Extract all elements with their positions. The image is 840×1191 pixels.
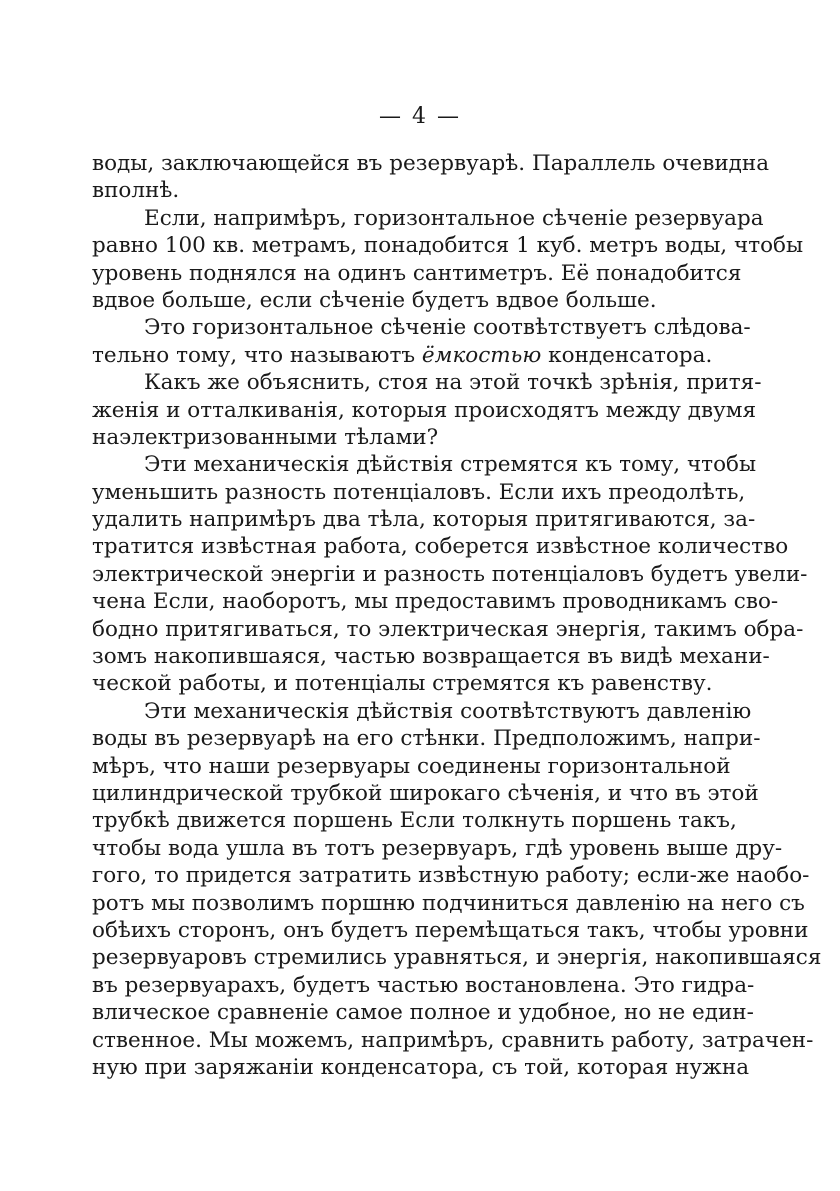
text-line: воды, заключающейся въ резервуарѣ. Параллель очевидна [92,151,770,176]
text-line: трубкѣ движется поршень Если толкнуть поршень такъ, [92,808,737,834]
text-line: влическое сравненіе самое полное и удобное, но не един- [92,1000,754,1026]
text-line: наэлектризованными тѣлами? [92,424,439,450]
text-fragment: конденсатора. [548,342,713,368]
paragraph [92,205,804,315]
text-line: Это горизонтальное сѣченіе соотвѣтствуетъ слѣдова- [144,315,751,341]
paragraph [92,314,751,369]
text-line: цилиндрической трубкой широкаго сѣченія, и что въ этой [92,780,759,806]
text-line: тратится извѣстная работа, соберется извѣстное количество [92,534,789,560]
paragraph [92,150,770,205]
body-text [92,150,822,1081]
text-line: мѣръ, что наши резервуары соединены горизонтальной [92,753,731,779]
text-line: гого, то придется затратить извѣстную работу; если-же наобо- [92,863,810,889]
text-line: зомъ накопившаяся, частью возвращается въ видѣ механи- [92,644,770,670]
text-fragment: тельно тому, что называютъ [92,342,416,368]
text-line: въ резервуарахъ, будетъ частью востановлена. Это гидра- [92,972,755,998]
text-line: чтобы вода ушла въ тотъ резервуаръ, гдѣ уровень выше дру- [92,835,783,861]
text-line: ственное. Мы можемъ, напримѣръ, сравнить работу, затрачен- [92,1027,814,1053]
text-line: воды въ резервуарѣ на его стѣнки. Предположимъ, напри- [92,726,761,752]
paragraph [92,698,822,1081]
page-number: — 4 — [379,104,461,129]
text-line: равно 100 кв. метрамъ, понадобится 1 куб. метръ воды, чтобы [92,233,804,259]
text-line: Эти механическія дѣйствія стремятся къ тому, чтобы [144,452,757,478]
text-line: бодно притягиваться, то электрическая энергія, такимъ обра- [92,616,804,642]
text-line: уменьшить разность потенціаловъ. Если ихъ преодолѣть, [92,479,746,505]
text-line: женія и отталкиванія, которыя происходятъ между двумя [92,397,757,423]
text-line: электрической энергіи и разность потенціаловъ будетъ увели- [92,561,808,587]
paragraph [92,451,808,698]
text-line: ческой работы, и потенціалы стремятся къ равенству. [92,671,713,697]
text-line: Эти механическія дѣйствія соотвѣтствуютъ давленію [144,698,752,724]
text-line: вполнѣ. [92,178,180,204]
paragraph [92,369,762,451]
text-line: ную при заряжаніи конденсатора, съ той, которая нужна [92,1054,750,1080]
text-line: Если, напримѣръ, горизонтальное сѣченіе резервуара [144,205,764,231]
emphasized-term: ёмкостью [421,342,542,368]
text-line: уровень поднялся на одинъ сантиметръ. Её понадобится [92,260,742,286]
text-line [92,342,724,369]
text-line: ротъ мы позволимъ поршню подчиниться давленію на него съ [92,890,805,916]
text-line: вдвое больше, если сѣченіе будетъ вдвое больше. [92,287,657,313]
text-line: резервуаровъ стремились уравняться, и энергія, накопившаяся [92,945,822,971]
text-line: удалить напримѣръ два тѣла, которыя притягиваются, за- [92,507,756,533]
text-line: чена Если, наоборотъ, мы предоставимъ проводникамъ сво- [92,589,779,615]
text-line: Какъ же объяснить, стоя на этой точкѣ зрѣнія, притя- [144,370,762,396]
text-line: обѣихъ сторонъ, онъ будетъ перемѣщаться такъ, чтобы уровни [92,917,809,943]
